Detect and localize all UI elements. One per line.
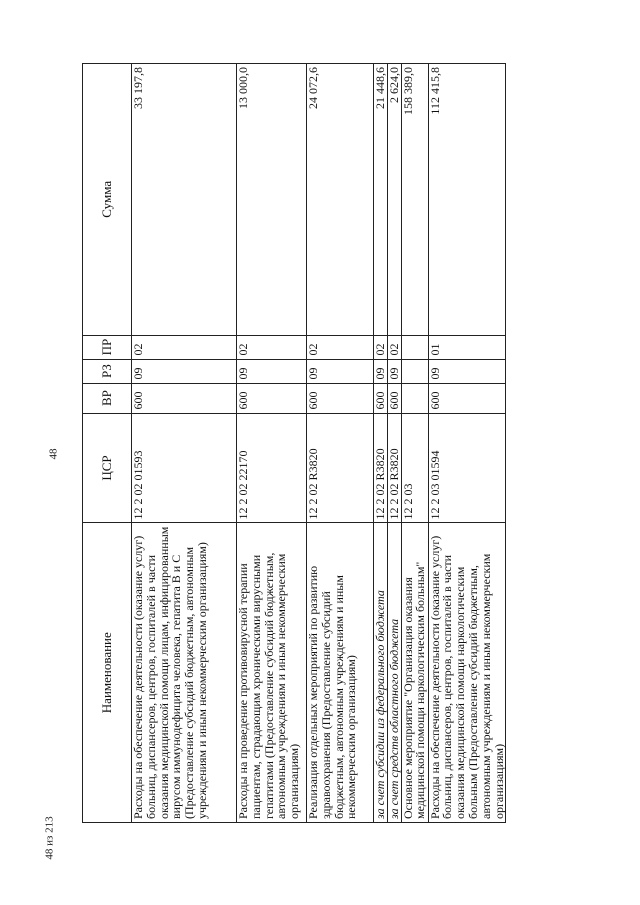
row-sum: 13 000,0 (237, 64, 307, 336)
header-vr: ВР (83, 383, 132, 413)
table-row (237, 64, 307, 823)
budget-table (82, 63, 506, 823)
row-vr: 600 (374, 383, 388, 413)
row-sum: 24 072,6 (307, 64, 374, 336)
table-row (374, 64, 388, 823)
row-rz (401, 359, 428, 383)
row-name: Расходы на обеспечение деятельности (оказание услуг) больниц, диспансеров, центров, госпиталей в части оказания медицинской помощи наркологическим больным (Предоставление субсидий бюджетным, автономным учреждениям и иным некоммерческим организациям) (428, 523, 506, 823)
row-sum: 21 448,6 (374, 64, 388, 336)
table-row (401, 64, 428, 823)
header-name: Наименование (83, 523, 132, 823)
page-footer: 48 из 213 (43, 816, 56, 860)
row-name: Реализация отдельных мероприятий по развитию здравоохранения (Предоставление субсидий бюджетным, автономным учреждениям и иным некоммерческим организациям) (307, 523, 374, 823)
row-rz: 09 (428, 359, 506, 383)
row-vr: 600 (307, 383, 374, 413)
row-csr: 12 2 02 R3820 (307, 413, 374, 523)
table-row (387, 64, 401, 823)
row-pr (401, 335, 428, 359)
row-vr: 600 (237, 383, 307, 413)
row-csr: 12 2 02 22170 (237, 413, 307, 523)
row-sum: 33 197,8 (132, 64, 237, 336)
table-row (132, 64, 237, 823)
row-sum: 2 624,0 (387, 64, 401, 336)
header-row (83, 64, 132, 823)
row-rz: 09 (307, 359, 374, 383)
row-csr: 12 2 03 (401, 413, 428, 523)
row-name: Расходы на обеспечение деятельности (оказание услуг) больниц, диспансеров, центров, госпиталей в части оказания медицинской помощи лицам, инфицированным вирусом иммунодефицита человека, гепатита В и С (Предоставление субсидий бюджетным, автономным учреждениям и иным некоммерческим организациям) (132, 523, 237, 823)
row-csr: 12 2 02 01593 (132, 413, 237, 523)
row-vr: 600 (132, 383, 237, 413)
row-sum: 112 415,8 (428, 64, 506, 336)
row-rz: 09 (374, 359, 388, 383)
row-vr: 600 (387, 383, 401, 413)
row-rz: 09 (237, 359, 307, 383)
rotated-page-content (82, 63, 536, 823)
row-pr: 02 (132, 335, 237, 359)
row-name: за счет средств областного бюджета (387, 523, 401, 823)
row-vr (401, 383, 428, 413)
row-pr: 02 (237, 335, 307, 359)
row-csr: 12 2 02 R3820 (374, 413, 388, 523)
header-rz: РЗ (83, 359, 132, 383)
header-csr: ЦСР (83, 413, 132, 523)
row-rz: 09 (387, 359, 401, 383)
header-sum: Сумма (83, 64, 132, 336)
row-name: за счет субсидии из федерального бюджета (374, 523, 388, 823)
row-vr: 600 (428, 383, 506, 413)
row-rz: 09 (132, 359, 237, 383)
row-pr: 02 (307, 335, 374, 359)
row-name: Основное мероприятие "Организация оказания медицинской помощи наркологическим больным" (401, 523, 428, 823)
page-number: 48 (47, 448, 60, 460)
row-sum: 158 389,0 (401, 64, 428, 336)
table-row (307, 64, 374, 823)
row-pr: 02 (387, 335, 401, 359)
row-csr: 12 2 03 01594 (428, 413, 506, 523)
header-pr: ПР (83, 335, 132, 359)
table-row (428, 64, 506, 823)
row-csr: 12 2 02 R3820 (387, 413, 401, 523)
row-pr: 01 (428, 335, 506, 359)
row-pr: 02 (374, 335, 388, 359)
row-name: Расходы на проведение противовирусной терапии пациентам, страдающим хроническими вирусными гепатитами (Предоставление субсидий бюджетным, автономным учреждениям и иным некоммерческим организациям) (237, 523, 307, 823)
